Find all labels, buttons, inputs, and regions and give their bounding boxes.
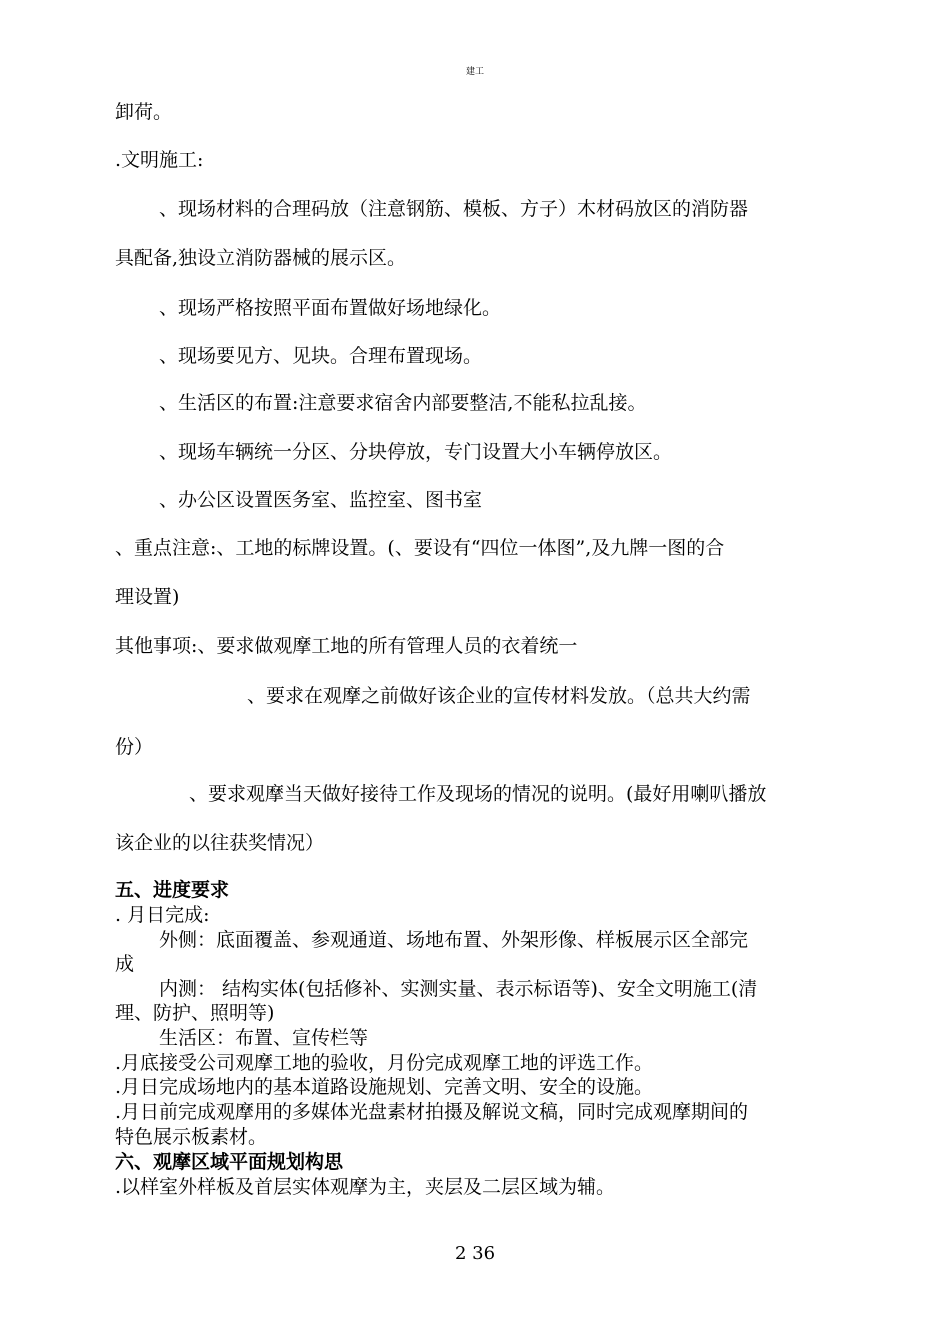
paragraph-line: 该企业的以往获奖情况） <box>115 832 325 854</box>
paragraph-line: 、现场严格按照平面布置做好场地绿化。 <box>159 297 502 319</box>
paragraph-line: 特色展示板素材。 <box>115 1126 268 1148</box>
paragraph-line: 、现场要见方、见块。合理布置现场。 <box>159 345 483 367</box>
section-heading: 六、观摩区域平面规划构思 <box>115 1151 344 1173</box>
paragraph-line: 、现场材料的合理码放（注意钢筋、模板、方子）木材码放区的消防器 <box>159 198 749 220</box>
paragraph-line: .月日前完成观摩用的多媒体光盘素材拍摄及解说文稿，同时完成观摩期间的 <box>115 1101 749 1123</box>
paragraph-line: 理设置) <box>115 586 180 608</box>
paragraph-line: .月底接受公司观摩工地的验收，月份完成观摩工地的评选工作。 <box>115 1052 654 1074</box>
paragraph-line: 、要求在观摩之前做好该企业的宣传材料发放。（总共大约需 <box>247 685 751 707</box>
paragraph-line: 具配备,独设立消防器械的展示区。 <box>115 247 407 269</box>
section-label: .文明施工: <box>115 149 204 171</box>
paragraph-line: 其他事项:、要求做观摩工地的所有管理人员的衣着统一 <box>115 635 578 657</box>
paragraph-line: 内测： 结构实体(包括修补、实测实量、表示标语等)、安全文明施工(清 <box>159 978 758 1000</box>
page-header: 建工 <box>465 67 484 77</box>
paragraph-line: 、生活区的布置:注意要求宿舍内部要整洁,不能私拉乱接。 <box>159 392 647 414</box>
paragraph-line: 成 <box>115 953 135 975</box>
paragraph-line: 卸荷。 <box>115 101 173 123</box>
paragraph-line: .以样室外样板及首层实体观摩为主，夹层及二层区域为辅。 <box>115 1176 616 1198</box>
paragraph-line: 理、防护、照明等) <box>115 1002 275 1024</box>
paragraph-line: .月日完成场地内的基本道路设施规划、完善文明、安全的设施。 <box>115 1076 654 1098</box>
paragraph-line: 外侧：底面覆盖、参观通道、场地布置、外架形像、样板展示区全部完 <box>159 929 749 951</box>
section-heading: 五、进度要求 <box>115 879 230 901</box>
paragraph-line: 、现场车辆统一分区、分块停放，专门设置大小车辆停放区。 <box>159 441 673 463</box>
paragraph-line: 份） <box>115 736 154 758</box>
paragraph-line: 、办公区设置医务室、监控室、图书室 <box>159 489 483 511</box>
paragraph-line: 、重点注意:、工地的标牌设置。(、要设有“四位一体图”,及九牌一图的合 <box>115 537 725 559</box>
page-number: 2 36 <box>454 1243 496 1264</box>
paragraph-line: 生活区：布置、宣传栏等 <box>159 1027 369 1049</box>
paragraph-line: . 月日完成: <box>115 904 210 926</box>
paragraph-line: 、要求观摩当天做好接待工作及现场的情况的说明。(最好用喇叭播放 <box>189 783 767 805</box>
